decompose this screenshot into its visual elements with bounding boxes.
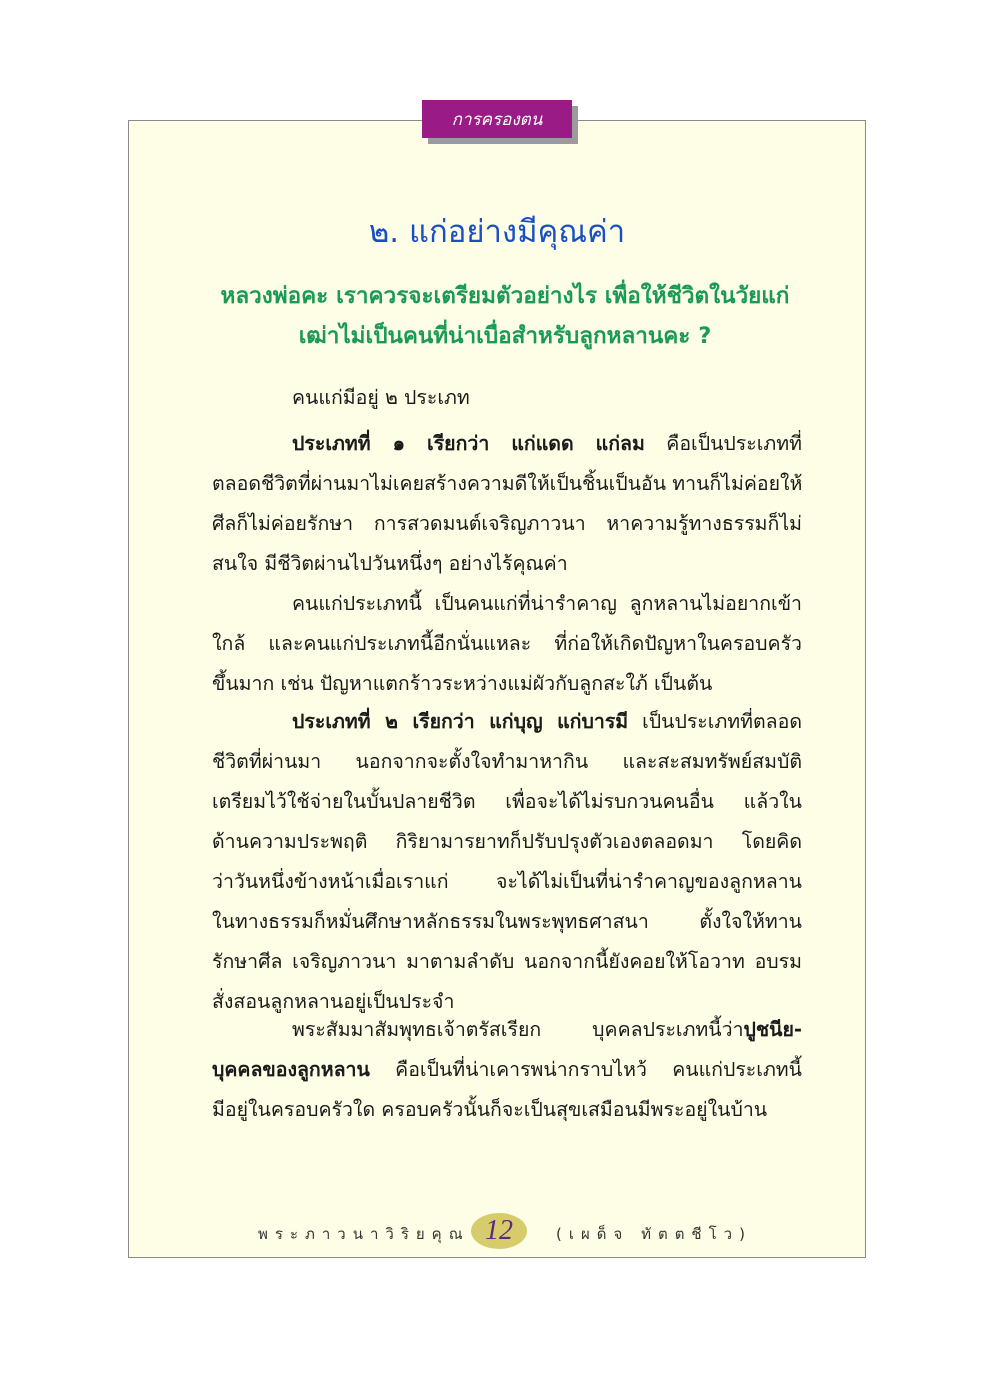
section-header-tab — [422, 100, 572, 138]
paragraph-line: เตรียมไว้ใช้จ่ายในบั้นปลายชีวิต เพื่อจะได้ไม่รบกวนคนอื่น แล้วใน — [212, 790, 802, 813]
paragraph-line: คนแก่มีอยู่ ๒ ประเภท — [292, 386, 470, 409]
text-span: พระสัมมาสัมพุทธเจ้าตรัสเรียก บุคคลประเภทนี้ว่า — [292, 1018, 744, 1041]
footer-author: (เผด็จ ทัตตชีโว) — [556, 1225, 752, 1243]
question-block — [205, 276, 805, 356]
question-line-1: หลวงพ่อคะ เราควรจะเตรียมตัวอย่างไร เพื่อให้ชีวิตในวัยแก่ — [220, 283, 790, 309]
footer-book-title: พระภาวนาวิริยคุณ — [258, 1225, 470, 1243]
question-line-2: เฒ่าไม่เป็นคนที่น่าเบื่อสำหรับลูกหลานคะ ? — [298, 323, 712, 349]
paragraph-5 — [212, 1010, 802, 1130]
text-span: คือเป็นประเภทที่ — [644, 432, 802, 455]
paragraph-line: ขึ้นมาก เช่น ปัญหาแตกร้าวระหว่างแม่ผัวกับลูกสะใภ้ เป็นต้น — [212, 672, 713, 695]
paragraph-4 — [212, 702, 802, 1022]
paragraph-line: สั่งสอนลูกหลานอยู่เป็นประจำ — [212, 990, 455, 1013]
paragraph-line: ชีวิตที่ผ่านมา นอกจากจะตั้งใจทำมาหากิน และสะสมทรัพย์สมบัติ — [212, 750, 802, 773]
paragraph-line: ในทางธรรมก็หมั่นศึกษาหลักธรรมในพระพุทธศาสนา ตั้งใจให้ทาน — [212, 910, 802, 933]
paragraph-3 — [212, 584, 802, 704]
paragraph-line: รักษาศีล เจริญภาวนา มาตามลำดับ นอกจากนี้ยังคอยให้โอวาท อบรม — [212, 950, 802, 973]
paragraph-line: ด้านความประพฤติ กิริยามารยาทก็ปรับปรุงตัวเองตลอดมา โดยคิด — [212, 830, 802, 853]
paragraph-line — [212, 424, 802, 464]
paragraph-line — [212, 1010, 802, 1050]
paragraph-line: คนแก่ประเภทนี้ เป็นคนแก่ที่น่ารำคาญ ลูกหลานไม่อยากเข้า — [292, 592, 802, 615]
bold-term: บุคคลของลูกหลาน — [212, 1058, 370, 1081]
text-span: เป็นประเภทที่ตลอด — [628, 710, 802, 733]
page-footer — [128, 1210, 866, 1256]
text-span: คือเป็นที่น่าเคารพน่ากราบไหว้ คนแก่ประเภทนี้ — [369, 1058, 802, 1081]
bold-term: ประเภทที่ ๒ เรียกว่า แก่บุญ แก่บารมี — [292, 710, 629, 733]
section-label: การครองตน — [451, 109, 543, 130]
paragraph-1 — [212, 378, 802, 418]
paragraph-line — [212, 702, 802, 742]
paragraph-line: ศีลก็ไม่ค่อยรักษา การสวดมนต์เจริญภาวนา หาความรู้ทางธรรมก็ไม่ — [212, 512, 802, 535]
paragraph-line — [212, 1050, 802, 1090]
chapter-title: ๒. แก่อย่างมีคุณค่า — [368, 214, 626, 250]
paragraph-line: มีอยู่ในครอบครัวใด ครอบครัวนั้นก็จะเป็นสุขเสมือนมีพระอยู่ในบ้าน — [212, 1098, 768, 1121]
paragraph-line: ว่าวันหนึ่งข้างหน้าเมื่อเราแก่ จะได้ไม่เป็นที่น่ารำคาญของลูกหลาน — [212, 870, 802, 893]
paragraph-2 — [212, 424, 802, 584]
paragraph-line: ตลอดชีวิตที่ผ่านมาไม่เคยสร้างความดีให้เป็นชิ้นเป็นอัน ทานก็ไม่ค่อยให้ — [212, 472, 802, 495]
paragraph-line: ใกล้ และคนแก่ประเภทนี้อีกนั่นแหละ ที่ก่อให้เกิดปัญหาในครอบครัว — [212, 632, 802, 655]
bold-term: ประเภทที่ ๑ เรียกว่า แก่แดด แก่ลม — [292, 432, 645, 455]
bold-term: ปูชนีย- — [743, 1018, 802, 1041]
paragraph-line: สนใจ มีชีวิตผ่านไปวันหนึ่งๆ อย่างไร้คุณค่า — [212, 552, 568, 575]
page-number: 12 — [485, 1215, 513, 1246]
